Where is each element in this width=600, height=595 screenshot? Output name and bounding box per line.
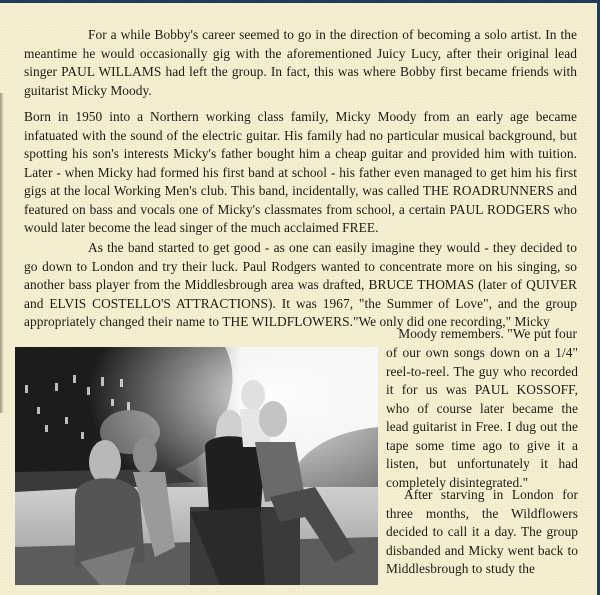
- page-edge-shadow: [0, 93, 4, 413]
- paragraph-recording-quote: [386, 344, 578, 492]
- band-photo-image: [15, 347, 378, 585]
- paragraph-text: Born in 1950 into a Northern working class family, Micky Moody from an early age became infatuated with the sound of the electric guitar. His family had no particular musical background, but spotting his son's interests Micky's father bought him a cheap guitar and provided him with tuition. Later - when Micky had formed his first band at school - his father even managed to get him his first gigs at the local Working Men's club. This band, incidentally, was called THE ROADRUNNERS and featured on bass and vocals one of Micky's classmates from school, a certain PAUL RODGERS who would later become the lead singer of the much acclaimed FREE.: [24, 109, 577, 235]
- paragraph-micky-moody-early-life: [24, 108, 577, 238]
- person-5-head: [259, 401, 287, 437]
- band-photo: [15, 347, 378, 585]
- person-4-head: [241, 380, 265, 410]
- person-1-head: [89, 440, 121, 484]
- paragraph-text: As the band started to get good - as one can easily imagine they would - they decided to go down to London and try their luck. Paul Rodgers wanted to concentrate more on his singing, so another bass player from the Middlesbrough area was drafted, BRUCE THOMAS (later of QUIVER and ELVIS COSTELLO'S ATTRACTIONS). It was 1967, "the Summer of Love", and the group appropriately changed their name to THE WILDFLOWERS."We only did one recording," Micky: [24, 240, 577, 329]
- person-1-body: [75, 478, 145, 567]
- person-2-head: [133, 437, 157, 473]
- booklet-page: [0, 3, 597, 595]
- paragraph-text: After starving in London for three months, the Wildflowers decided to call it a day. The group disbanded and Micky went back to Middlesbrough to study the: [386, 487, 578, 576]
- paragraph-text: For a while Bobby's career seemed to go in the direction of becoming a solo artist. In the meantime he would occasionally gig with the aforementioned Juicy Lucy, after their original lead singer PAUL WILLAMS had left the group. In fact, this was where Bobby first became friends with guitarist Micky Moody.: [24, 27, 577, 98]
- paragraph-london-wildflowers: [24, 239, 577, 332]
- paragraph-text: of our own songs down on a 1/4" reel-to-reel. The guy who recorded it for us was PAUL KOSSOFF, who of course later became the lead guitarist in Free. I dug out the tape some time ago to give it a listen, but unfortunately it had completely disintegrated.": [386, 345, 578, 490]
- paragraph-solo-career: [24, 26, 577, 100]
- paragraph-wildflowers-disband: [386, 486, 578, 579]
- paragraph-continuation-line: Moody remembers. "We put four: [398, 326, 577, 341]
